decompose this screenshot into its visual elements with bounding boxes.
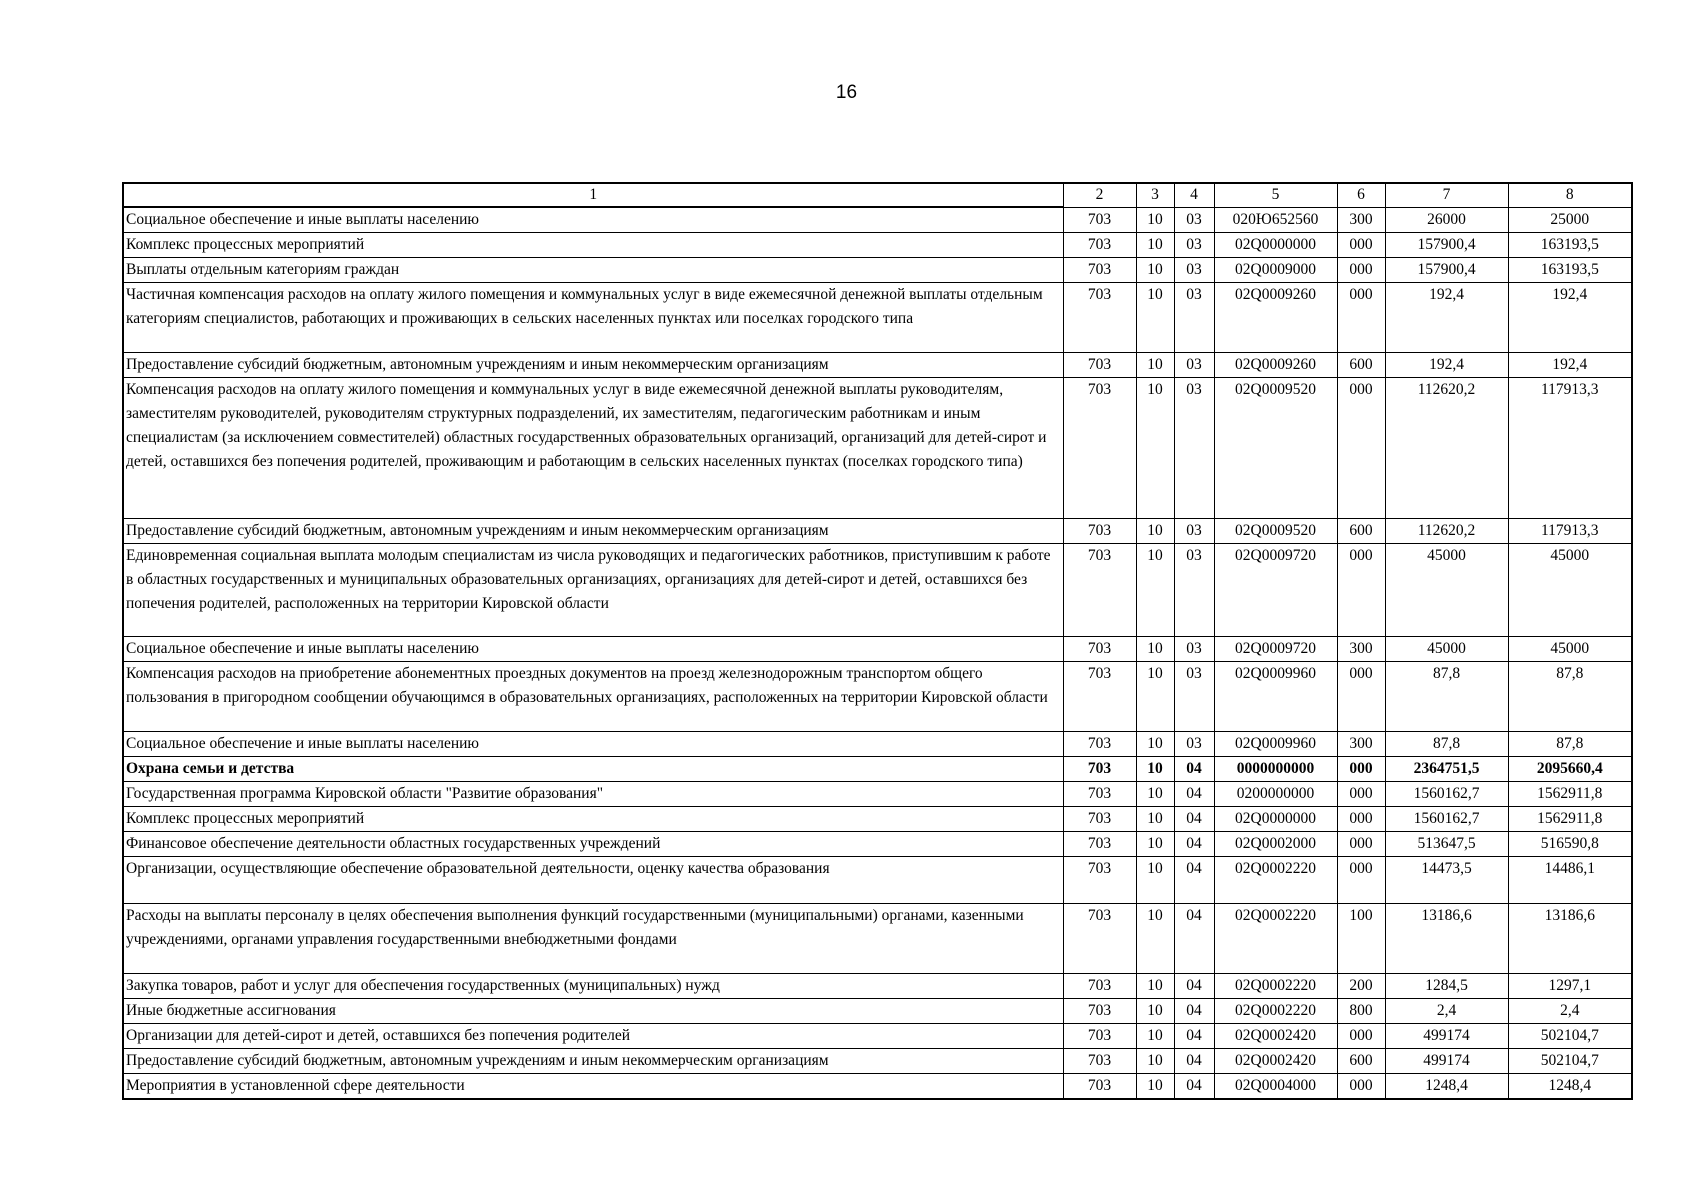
row-value-8: 2095660,4 (1508, 757, 1632, 782)
row-col-2: 703 (1063, 832, 1136, 857)
row-col-4: 03 (1174, 544, 1214, 637)
table-row (123, 1074, 1632, 1100)
row-col-2: 703 (1063, 544, 1136, 637)
row-value-8: 117913,3 (1508, 519, 1632, 544)
row-value-7: 87,8 (1385, 732, 1508, 757)
row-col-3: 10 (1136, 857, 1174, 904)
row-col-4: 04 (1174, 832, 1214, 857)
row-code: 02Q0000000 (1214, 233, 1337, 258)
table-row (123, 732, 1632, 757)
row-code: 02Q0000000 (1214, 807, 1337, 832)
row-value-7: 513647,5 (1385, 832, 1508, 857)
row-name: Предоставление субсидий бюджетным, автономным учреждениям и иным некоммерческим организациям (123, 353, 1063, 378)
row-code: 02Q0009000 (1214, 258, 1337, 283)
row-col-6: 300 (1337, 207, 1385, 233)
row-value-8: 87,8 (1508, 732, 1632, 757)
row-col-4: 04 (1174, 1074, 1214, 1100)
row-col-6: 000 (1337, 258, 1385, 283)
row-col-2: 703 (1063, 662, 1136, 732)
row-code: 02Q0002220 (1214, 974, 1337, 999)
row-col-6: 600 (1337, 519, 1385, 544)
row-code: 02Q0009260 (1214, 353, 1337, 378)
row-col-3: 10 (1136, 378, 1174, 519)
row-code: 02Q0009720 (1214, 637, 1337, 662)
table-row (123, 832, 1632, 857)
row-code: 02Q0009520 (1214, 378, 1337, 519)
row-value-7: 499174 (1385, 1024, 1508, 1049)
row-col-2: 703 (1063, 378, 1136, 519)
row-name: Мероприятия в установленной сфере деятельности (123, 1074, 1063, 1100)
row-code: 02Q0002420 (1214, 1024, 1337, 1049)
row-col-6: 300 (1337, 732, 1385, 757)
row-value-8: 163193,5 (1508, 258, 1632, 283)
row-col-6: 000 (1337, 857, 1385, 904)
row-code: 02Q0002220 (1214, 857, 1337, 904)
row-code: 0200000000 (1214, 782, 1337, 807)
row-col-4: 03 (1174, 353, 1214, 378)
row-col-4: 03 (1174, 732, 1214, 757)
row-value-7: 1248,4 (1385, 1074, 1508, 1100)
row-col-4: 04 (1174, 782, 1214, 807)
row-col-4: 03 (1174, 283, 1214, 353)
row-value-7: 157900,4 (1385, 233, 1508, 258)
header-col-1: 1 (123, 183, 1063, 207)
row-col-6: 600 (1337, 353, 1385, 378)
row-col-3: 10 (1136, 353, 1174, 378)
row-value-7: 45000 (1385, 544, 1508, 637)
row-col-3: 10 (1136, 782, 1174, 807)
row-value-7: 192,4 (1385, 283, 1508, 353)
row-col-6: 000 (1337, 544, 1385, 637)
row-col-3: 10 (1136, 832, 1174, 857)
table-row (123, 283, 1632, 353)
row-col-6: 000 (1337, 832, 1385, 857)
table-row (123, 353, 1632, 378)
header-col-7: 7 (1385, 183, 1508, 207)
row-col-3: 10 (1136, 283, 1174, 353)
row-value-8: 13186,6 (1508, 904, 1632, 974)
row-name: Расходы на выплаты персоналу в целях обеспечения выполнения функций государственными (муниципальными) органами, казенными учреждениями, органами управления государственными внебюджетными фондами (123, 904, 1063, 974)
row-name: Организации для детей-сирот и детей, оставшихся без попечения родителей (123, 1024, 1063, 1049)
row-col-6: 000 (1337, 378, 1385, 519)
row-col-4: 03 (1174, 233, 1214, 258)
row-col-3: 10 (1136, 999, 1174, 1024)
row-value-7: 13186,6 (1385, 904, 1508, 974)
row-name: Компенсация расходов на оплату жилого помещения и коммунальных услуг в виде ежемесячной денежной выплаты руководителям, заместителям руководителей, руководителям структурных подразделений, их заместителям, педагогическим работникам и иным специалистам (за исключением совместителей) областных государственных образовательных организаций, организаций для детей-сирот и детей, оставшихся без попечения родителей, проживающим и работающим в сельских населенных пунктах (поселках городского типа) (123, 378, 1063, 519)
row-col-2: 703 (1063, 857, 1136, 904)
row-col-6: 100 (1337, 904, 1385, 974)
row-code: 02Q0009960 (1214, 662, 1337, 732)
table-row (123, 999, 1632, 1024)
row-name: Охрана семьи и детства (123, 757, 1063, 782)
header-col-3: 3 (1136, 183, 1174, 207)
row-col-3: 10 (1136, 662, 1174, 732)
row-name: Закупка товаров, работ и услуг для обеспечения государственных (муниципальных) нужд (123, 974, 1063, 999)
row-col-6: 000 (1337, 283, 1385, 353)
row-value-7: 1560162,7 (1385, 807, 1508, 832)
row-value-7: 2,4 (1385, 999, 1508, 1024)
row-value-8: 1248,4 (1508, 1074, 1632, 1100)
row-value-8: 1562911,8 (1508, 807, 1632, 832)
row-value-7: 499174 (1385, 1049, 1508, 1074)
row-code: 02Q0002000 (1214, 832, 1337, 857)
row-name: Социальное обеспечение и иные выплаты населению (123, 207, 1063, 233)
row-col-2: 703 (1063, 519, 1136, 544)
row-value-7: 112620,2 (1385, 378, 1508, 519)
row-col-2: 703 (1063, 782, 1136, 807)
row-value-8: 1297,1 (1508, 974, 1632, 999)
row-value-8: 87,8 (1508, 662, 1632, 732)
row-name: Выплаты отдельным категориям граждан (123, 258, 1063, 283)
row-col-4: 03 (1174, 207, 1214, 233)
row-col-6: 000 (1337, 1024, 1385, 1049)
row-col-3: 10 (1136, 1049, 1174, 1074)
row-col-2: 703 (1063, 757, 1136, 782)
row-col-2: 703 (1063, 904, 1136, 974)
row-col-6: 000 (1337, 662, 1385, 732)
table-row (123, 974, 1632, 999)
row-code: 02Q0002420 (1214, 1049, 1337, 1074)
row-name: Иные бюджетные ассигнования (123, 999, 1063, 1024)
table-row (123, 378, 1632, 519)
row-col-4: 04 (1174, 999, 1214, 1024)
row-value-7: 26000 (1385, 207, 1508, 233)
row-name: Государственная программа Кировской области "Развитие образования" (123, 782, 1063, 807)
row-col-6: 800 (1337, 999, 1385, 1024)
row-value-7: 87,8 (1385, 662, 1508, 732)
row-name: Социальное обеспечение и иные выплаты населению (123, 637, 1063, 662)
row-code: 02Q0009520 (1214, 519, 1337, 544)
row-col-2: 703 (1063, 233, 1136, 258)
row-col-4: 04 (1174, 1049, 1214, 1074)
row-col-2: 703 (1063, 258, 1136, 283)
row-value-7: 1560162,7 (1385, 782, 1508, 807)
row-col-3: 10 (1136, 637, 1174, 662)
row-value-8: 192,4 (1508, 283, 1632, 353)
row-code: 020Ю652560 (1214, 207, 1337, 233)
row-code: 02Q0009720 (1214, 544, 1337, 637)
row-col-2: 703 (1063, 353, 1136, 378)
row-name: Предоставление субсидий бюджетным, автономным учреждениям и иным некоммерческим организациям (123, 1049, 1063, 1074)
row-col-4: 03 (1174, 662, 1214, 732)
row-name: Единовременная социальная выплата молодым специалистам из числа руководящих и педагогических работников, приступившим к работе в областных государственных и муниципальных образовательных организациях, организациях для детей-сирот и детей, оставшихся без попечения родителей, расположенных на территории Кировской области (123, 544, 1063, 637)
row-value-8: 14486,1 (1508, 857, 1632, 904)
row-col-6: 300 (1337, 637, 1385, 662)
row-col-2: 703 (1063, 1049, 1136, 1074)
row-col-3: 10 (1136, 1024, 1174, 1049)
row-col-4: 03 (1174, 519, 1214, 544)
table-row (123, 904, 1632, 974)
row-col-6: 000 (1337, 757, 1385, 782)
row-code: 02Q0009960 (1214, 732, 1337, 757)
row-col-2: 703 (1063, 1074, 1136, 1100)
row-value-8: 45000 (1508, 544, 1632, 637)
row-col-3: 10 (1136, 207, 1174, 233)
row-code: 02Q0009260 (1214, 283, 1337, 353)
row-col-2: 703 (1063, 207, 1136, 233)
table-row (123, 807, 1632, 832)
row-name: Организации, осуществляющие обеспечение образовательной деятельности, оценку качества образования (123, 857, 1063, 904)
row-col-4: 04 (1174, 757, 1214, 782)
page-number: 16 (835, 82, 858, 103)
row-code: 02Q0002220 (1214, 999, 1337, 1024)
table-row (123, 1049, 1632, 1074)
row-value-7: 192,4 (1385, 353, 1508, 378)
row-col-4: 04 (1174, 904, 1214, 974)
row-value-8: 516590,8 (1508, 832, 1632, 857)
table-row (123, 207, 1632, 233)
table-row (123, 637, 1632, 662)
table-row (123, 782, 1632, 807)
row-name: Финансовое обеспечение деятельности областных государственных учреждений (123, 832, 1063, 857)
row-col-2: 703 (1063, 637, 1136, 662)
row-value-7: 1284,5 (1385, 974, 1508, 999)
row-col-2: 703 (1063, 283, 1136, 353)
row-name: Компенсация расходов на приобретение абонементных проездных документов на проезд железнодорожным транспортом общего пользования в пригородном сообщении обучающимся в образовательных организациях, расположенных на территории Кировской области (123, 662, 1063, 732)
row-col-6: 000 (1337, 807, 1385, 832)
row-value-7: 14473,5 (1385, 857, 1508, 904)
row-col-2: 703 (1063, 732, 1136, 757)
header-row (123, 183, 1632, 207)
row-col-3: 10 (1136, 974, 1174, 999)
table-row (123, 258, 1632, 283)
row-col-6: 600 (1337, 1049, 1385, 1074)
table-row (123, 519, 1632, 544)
header-col-2: 2 (1063, 183, 1136, 207)
row-col-6: 000 (1337, 782, 1385, 807)
row-col-2: 703 (1063, 1024, 1136, 1049)
row-value-8: 163193,5 (1508, 233, 1632, 258)
row-value-8: 192,4 (1508, 353, 1632, 378)
row-value-8: 502104,7 (1508, 1049, 1632, 1074)
row-code: 0000000000 (1214, 757, 1337, 782)
row-value-8: 117913,3 (1508, 378, 1632, 519)
row-col-4: 03 (1174, 258, 1214, 283)
table-body (123, 207, 1632, 1099)
table-row (123, 662, 1632, 732)
table-row (123, 544, 1632, 637)
row-col-6: 200 (1337, 974, 1385, 999)
header-col-6: 6 (1337, 183, 1385, 207)
header-col-5: 5 (1214, 183, 1337, 207)
budget-table (122, 182, 1633, 1100)
row-col-6: 000 (1337, 233, 1385, 258)
row-col-2: 703 (1063, 807, 1136, 832)
row-col-3: 10 (1136, 1074, 1174, 1100)
header-col-8: 8 (1508, 183, 1632, 207)
table-row (123, 857, 1632, 904)
row-col-3: 10 (1136, 807, 1174, 832)
row-value-8: 25000 (1508, 207, 1632, 233)
row-col-3: 10 (1136, 258, 1174, 283)
row-value-8: 502104,7 (1508, 1024, 1632, 1049)
row-col-4: 04 (1174, 1024, 1214, 1049)
row-name: Социальное обеспечение и иные выплаты населению (123, 732, 1063, 757)
row-name: Предоставление субсидий бюджетным, автономным учреждениям и иным некоммерческим организациям (123, 519, 1063, 544)
row-name: Комплекс процессных мероприятий (123, 807, 1063, 832)
row-value-7: 157900,4 (1385, 258, 1508, 283)
row-value-7: 2364751,5 (1385, 757, 1508, 782)
row-name: Комплекс процессных мероприятий (123, 233, 1063, 258)
row-value-8: 1562911,8 (1508, 782, 1632, 807)
row-col-4: 03 (1174, 637, 1214, 662)
row-col-2: 703 (1063, 999, 1136, 1024)
row-col-4: 04 (1174, 807, 1214, 832)
table-row (123, 1024, 1632, 1049)
row-col-3: 10 (1136, 233, 1174, 258)
row-col-4: 04 (1174, 857, 1214, 904)
row-col-6: 000 (1337, 1074, 1385, 1100)
row-code: 02Q0002220 (1214, 904, 1337, 974)
row-name: Частичная компенсация расходов на оплату жилого помещения и коммунальных услуг в виде ежемесячной денежной выплаты отдельным категориям специалистов, работающих и проживающих в сельских населенных пунктах или поселках городского типа (123, 283, 1063, 353)
row-col-3: 10 (1136, 544, 1174, 637)
row-value-7: 112620,2 (1385, 519, 1508, 544)
row-col-3: 10 (1136, 904, 1174, 974)
table-row (123, 233, 1632, 258)
table-row (123, 757, 1632, 782)
row-col-2: 703 (1063, 974, 1136, 999)
row-value-7: 45000 (1385, 637, 1508, 662)
row-col-3: 10 (1136, 757, 1174, 782)
header-col-4: 4 (1174, 183, 1214, 207)
row-col-3: 10 (1136, 519, 1174, 544)
row-value-8: 45000 (1508, 637, 1632, 662)
row-code: 02Q0004000 (1214, 1074, 1337, 1100)
row-col-4: 04 (1174, 974, 1214, 999)
row-col-4: 03 (1174, 378, 1214, 519)
row-col-3: 10 (1136, 732, 1174, 757)
row-value-8: 2,4 (1508, 999, 1632, 1024)
